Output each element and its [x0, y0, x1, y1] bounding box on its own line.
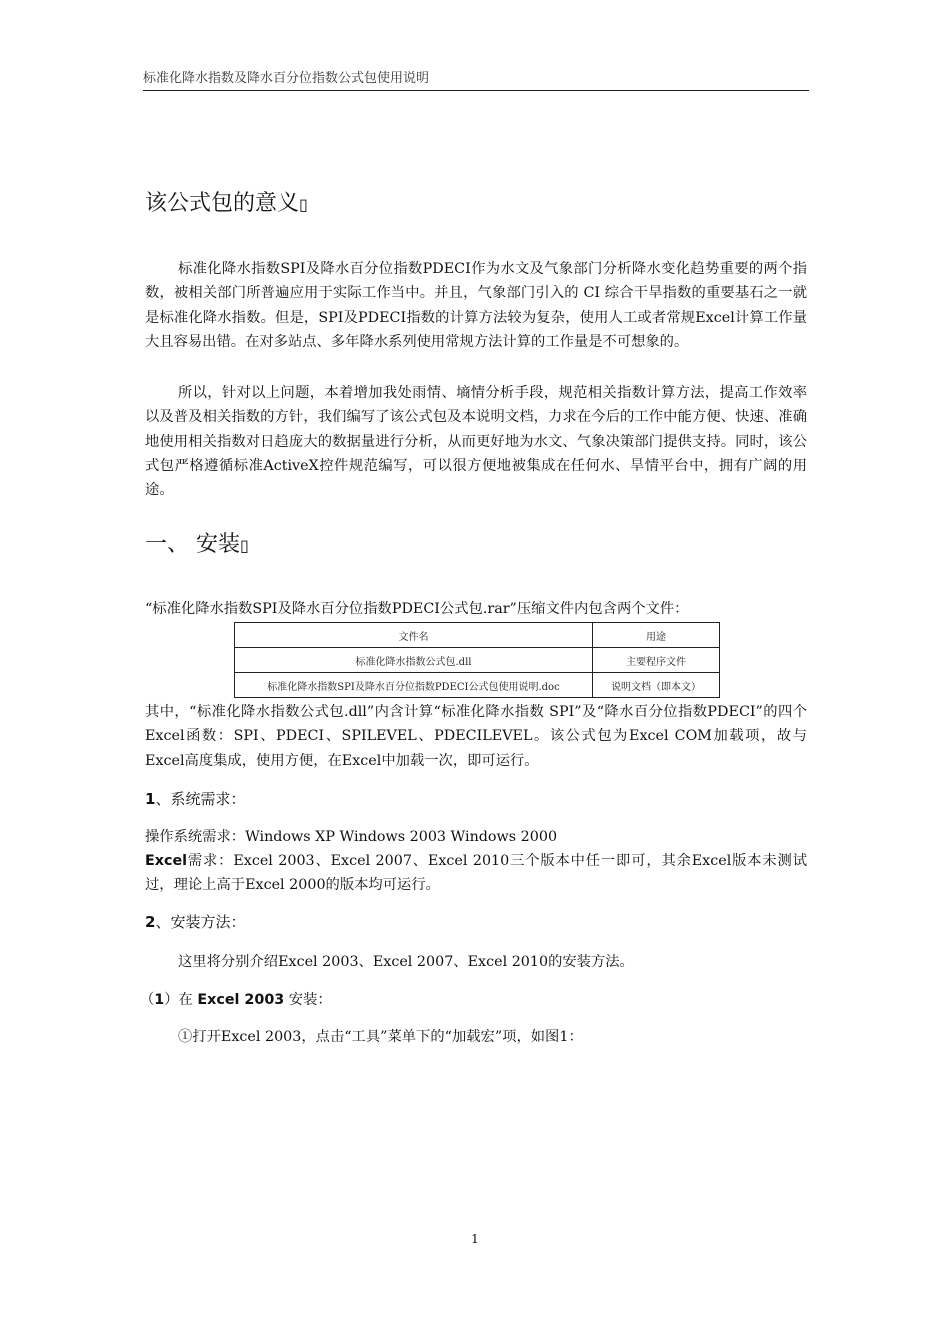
install-intro: “标准化降水指数SPI及降水百分位指数PDECI公式包.rar”压缩文件内包含两个文件： [145, 601, 689, 617]
excel-requirement-text: 需求：Excel 2003、Excel 2007、Excel 2010三个版本中任一即可，其余Excel版本未测试过，理论上高于Excel 2000的版本均可运行。 [145, 853, 807, 894]
heading-meaning [145, 189, 308, 220]
step-1-instruction: ①打开Excel 2003，点击“工具”菜单下的“加载宏”项，如图1： [178, 1029, 583, 1045]
paragraph-meaning-2: 所以，针对以上问题，本着增加我处雨情、墒情分析手段，规范相关指数计算方法，提高工作效率以及普及相关指数的方针，我们编写了该公式包及本说明文档，力求在今后的工作中能方便、快速、准确地使用相关指数对日趋庞大的数据量进行分析，从而更好地为水文、气象决策部门提供支持。同时，该公式包严格遵循标准ActiveX控件规范编写，可以很方便地被集成在任何水、旱情平台中，拥有广阔的用途。 [145, 385, 807, 499]
step-1-prefix: （ [140, 992, 155, 1008]
step-1-suffix: 安装： [284, 992, 332, 1008]
table-cell: 主要程序文件 [593, 648, 720, 673]
heading-meaning-text: 该公式包的意义 [145, 191, 300, 216]
table-row [235, 673, 720, 698]
heading-install [145, 530, 249, 561]
subheading-system-requirements [145, 787, 245, 811]
subheading-number: 2 [145, 913, 156, 931]
os-requirement: 操作系统需求：Windows XP Windows 2003 Windows 2000 [145, 829, 558, 845]
table-cell: 说明文档（即本文） [593, 673, 720, 698]
subheading-install-method [145, 910, 245, 934]
page-number: 1 [471, 1232, 479, 1246]
heading-install-text: 一、 安装 [145, 532, 240, 557]
table-row [235, 648, 720, 673]
file-table [234, 622, 720, 698]
excel-label: Excel [145, 853, 188, 869]
paragraph-after-table: 其中，“标准化降水指数公式包.dll”内含计算“标准化降水指数 SPI”及“降水百分位指数PDECI”的四个Excel函数：SPI、PDECI、SPILEVEL、PDECILEVEL。该公式包为Excel COM加载项，故与Excel高度集成，使用方便，在Excel中加载一次，即可运行。 [145, 704, 807, 769]
heading-placeholder-glyph-icon: ▯ [240, 536, 249, 555]
step-1-product: Excel 2003 [197, 992, 285, 1008]
running-header: 标准化降水指数及降水百分位指数公式包使用说明 [143, 70, 809, 91]
table-cell: 标准化降水指数公式包.dll [235, 648, 593, 673]
paragraph-meaning-1: 标准化降水指数SPI及降水百分位指数PDECI作为水文及气象部门分析降水变化趋势重要的两个指数，被相关部门所普遍应用于实际工作当中。并且，气象部门引入的 CI 综合干旱指数的重要基石之一就是标准化降水指数。但是，SPI及PDECI指数的计算方法较为复杂，使用人工或者常规Excel计算工作量大且容易出错。在对多站点、多年降水系列使用常规方法计算的工作量是不可想象的。 [145, 261, 807, 350]
subheading-number: 1 [145, 790, 156, 808]
method-intro: 这里将分别介绍Excel 2003、Excel 2007、Excel 2010的安装方法。 [178, 954, 634, 970]
excel-requirement [145, 849, 807, 898]
step-1-number: 1 [154, 992, 165, 1008]
table-header-cell: 文件名 [235, 623, 593, 648]
subheading-text: 、安装方法： [155, 913, 246, 931]
step-1-mid: ）在 [164, 992, 198, 1008]
step-1-heading [140, 988, 802, 1012]
table-cell: 标准化降水指数SPI及降水百分位指数PDECI公式包使用说明.doc [235, 673, 593, 698]
table-header-row [235, 623, 720, 648]
heading-placeholder-glyph-icon: ▯ [299, 195, 308, 214]
table-header-cell: 用途 [593, 623, 720, 648]
subheading-text: 、系统需求： [155, 790, 246, 808]
